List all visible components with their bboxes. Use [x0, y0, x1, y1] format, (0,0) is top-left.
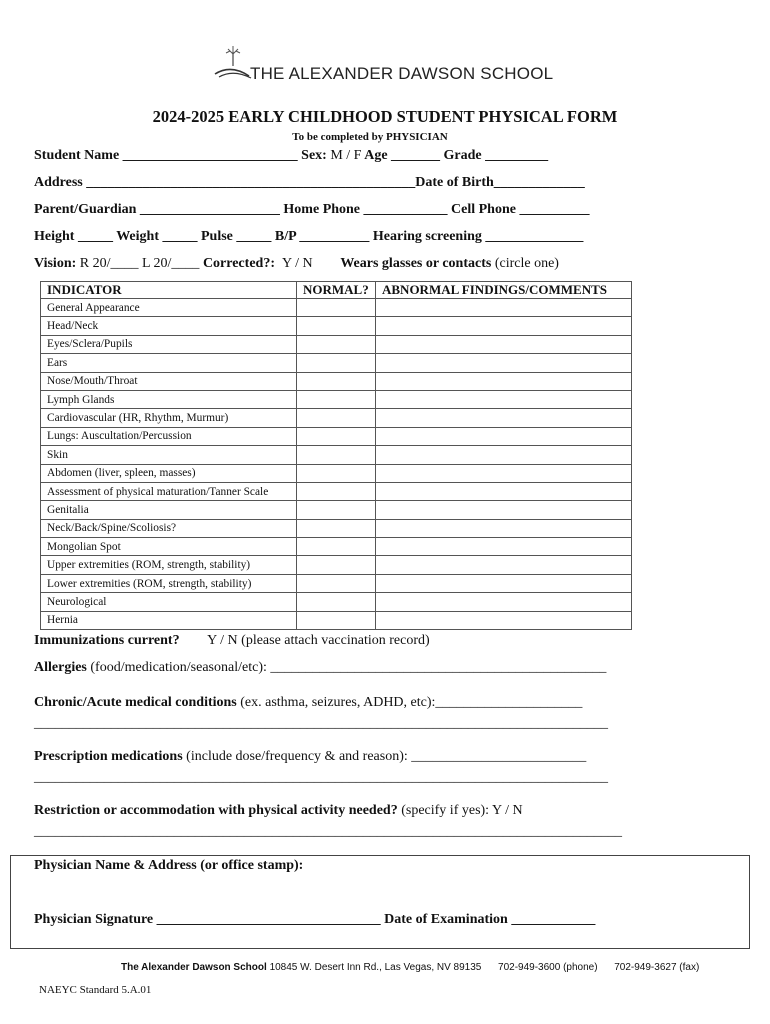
indicator-table [40, 281, 632, 630]
physician-name-address[interactable]: Physician Name & Address (or office stamp): [34, 858, 304, 873]
table-row [41, 409, 632, 427]
normal-cell[interactable] [297, 354, 376, 372]
table-row [41, 501, 632, 519]
normal-cell[interactable] [297, 335, 376, 353]
corrected-label: Corrected?: [202, 256, 275, 271]
restriction-label: Restriction or accommodation with physical activity needed? [34, 803, 398, 818]
table-row [41, 427, 632, 445]
restriction-blank-line[interactable]: ____________________________________________________________________________________ [34, 824, 622, 839]
table-row [41, 390, 632, 408]
normal-cell[interactable] [297, 390, 376, 408]
vitals-row [34, 229, 583, 245]
parent-field[interactable]: Parent/Guardian ____________________ [34, 202, 280, 217]
prescription-field[interactable]: (include dose/frequency & and reason): _________________________ [186, 749, 587, 764]
indicator-label: Skin [41, 446, 297, 464]
address-field[interactable]: Address _______________________________________________ [34, 175, 416, 190]
abnormal-findings-cell[interactable] [376, 538, 632, 556]
normal-cell[interactable] [297, 317, 376, 335]
table-row [41, 482, 632, 500]
abnormal-findings-cell[interactable] [376, 372, 632, 390]
indicator-label: Lymph Glands [41, 390, 297, 408]
table-row [41, 611, 632, 629]
header-indicator: INDICATOR [41, 282, 297, 299]
normal-cell[interactable] [297, 519, 376, 537]
address-row [34, 175, 585, 191]
sex-options[interactable]: M / F [330, 148, 362, 163]
chronic-blank-line[interactable]: __________________________________________________________________________________ [34, 716, 608, 731]
weight-field[interactable]: Weight _____ [116, 229, 198, 244]
header-normal: NORMAL? [297, 282, 376, 299]
age-field[interactable]: Age _______ [364, 148, 441, 163]
table-row [41, 446, 632, 464]
normal-cell[interactable] [297, 501, 376, 519]
normal-cell[interactable] [297, 538, 376, 556]
table-row [41, 354, 632, 372]
normal-cell[interactable] [297, 299, 376, 317]
physician-signature-field[interactable]: Physician Signature ________________________________ [34, 912, 381, 927]
height-field[interactable]: Height _____ [34, 229, 113, 244]
physician-signature-row [34, 912, 595, 928]
allergies-field[interactable]: (food/medication/seasonal/etc): ________________________________________________ [90, 660, 607, 675]
normal-cell[interactable] [297, 446, 376, 464]
normal-cell[interactable] [297, 611, 376, 629]
parent-row [34, 202, 589, 218]
normal-cell[interactable] [297, 593, 376, 611]
normal-cell[interactable] [297, 427, 376, 445]
grade-field[interactable]: Grade _________ [443, 148, 549, 163]
indicator-label: Mongolian Spot [41, 538, 297, 556]
abnormal-findings-cell[interactable] [376, 611, 632, 629]
immunizations-options[interactable]: Y / N (please attach vaccination record) [207, 633, 430, 648]
abnormal-findings-cell[interactable] [376, 299, 632, 317]
glasses-note: (circle one) [494, 256, 559, 271]
vision-values[interactable]: R 20/____ L 20/____ [79, 256, 200, 271]
header-abnormal: ABNORMAL FINDINGS/COMMENTS [376, 282, 632, 299]
indicator-label: Ears [41, 354, 297, 372]
chronic-label: Chronic/Acute medical conditions [34, 695, 237, 710]
prescription-label: Prescription medications [34, 749, 183, 764]
form-subtitle: To be completed by PHYSICIAN [292, 131, 448, 143]
table-header-row [41, 282, 632, 299]
abnormal-findings-cell[interactable] [376, 409, 632, 427]
school-logo [213, 44, 253, 80]
allergies-label: Allergies [34, 660, 87, 675]
bp-field[interactable]: B/P __________ [274, 229, 370, 244]
indicator-label: Assessment of physical maturation/Tanner Scale [41, 482, 297, 500]
table-row [41, 372, 632, 390]
abnormal-findings-cell[interactable] [376, 556, 632, 574]
prescription-blank-line[interactable]: __________________________________________________________________________________ [34, 770, 608, 785]
immunizations-row [34, 633, 430, 649]
indicator-label: Lungs: Auscultation/Percussion [41, 427, 297, 445]
indicator-label: Genitalia [41, 501, 297, 519]
normal-cell[interactable] [297, 409, 376, 427]
abnormal-findings-cell[interactable] [376, 574, 632, 592]
abnormal-findings-cell[interactable] [376, 593, 632, 611]
abnormal-findings-cell[interactable] [376, 519, 632, 537]
indicator-label: Neurological [41, 593, 297, 611]
abnormal-findings-cell[interactable] [376, 427, 632, 445]
immunizations-label: Immunizations current? [34, 633, 180, 648]
indicator-label: Eyes/Sclera/Pupils [41, 335, 297, 353]
normal-cell[interactable] [297, 372, 376, 390]
glasses-label: Wears glasses or contacts [340, 256, 492, 271]
abnormal-findings-cell[interactable] [376, 446, 632, 464]
hearing-field[interactable]: Hearing screening ______________ [372, 229, 584, 244]
abnormal-findings-cell[interactable] [376, 354, 632, 372]
form-title: 2024-2025 EARLY CHILDHOOD STUDENT PHYSICAL FORM [152, 107, 618, 126]
table-row [41, 464, 632, 482]
indicator-label: Upper extremities (ROM, strength, stability) [41, 556, 297, 574]
footer-phone: 702-949-3600 (phone) [498, 962, 598, 973]
indicator-label: Lower extremities (ROM, strength, stability) [41, 574, 297, 592]
abnormal-findings-cell[interactable] [376, 335, 632, 353]
indicator-label: Hernia [41, 611, 297, 629]
cell-phone-field[interactable]: Cell Phone __________ [451, 202, 590, 217]
normal-cell[interactable] [297, 574, 376, 592]
footer-address: 10845 W. Desert Inn Rd., Las Vegas, NV 89135 [269, 962, 482, 973]
table-row [41, 299, 632, 317]
table-row [41, 317, 632, 335]
student-info-row [34, 148, 548, 164]
table-row [41, 593, 632, 611]
table-row [41, 538, 632, 556]
indicator-label: Abdomen (liver, spleen, masses) [41, 464, 297, 482]
allergies-row [34, 660, 606, 676]
indicator-label: Nose/Mouth/Throat [41, 372, 297, 390]
abnormal-findings-cell[interactable] [376, 464, 632, 482]
table-row [41, 556, 632, 574]
table-row [41, 519, 632, 537]
exam-date-field[interactable]: Date of Examination ____________ [384, 912, 596, 927]
table-row [41, 574, 632, 592]
indicator-label: Cardiovascular (HR, Rhythm, Murmur) [41, 409, 297, 427]
normal-cell[interactable] [297, 464, 376, 482]
dob-field[interactable]: Date of Birth_____________ [415, 175, 585, 190]
abnormal-findings-cell[interactable] [376, 317, 632, 335]
footer-contact [121, 962, 699, 973]
naeyc-standard: NAEYC Standard 5.A.01 [39, 984, 152, 996]
footer-school: The Alexander Dawson School [121, 962, 267, 973]
indicator-label: General Appearance [41, 299, 297, 317]
chronic-row [34, 695, 582, 711]
restriction-field[interactable]: (specify if yes): Y / N [401, 803, 523, 818]
normal-cell[interactable] [297, 556, 376, 574]
home-phone-field[interactable]: Home Phone ____________ [283, 202, 448, 217]
abnormal-findings-cell[interactable] [376, 501, 632, 519]
abnormal-findings-cell[interactable] [376, 482, 632, 500]
vision-row [34, 256, 559, 272]
corrected-options[interactable]: Y / N [281, 256, 313, 271]
indicator-label: Neck/Back/Spine/Scoliosis? [41, 519, 297, 537]
chronic-field[interactable]: (ex. asthma, seizures, ADHD, etc):_____________________ [240, 695, 583, 710]
footer-fax: 702-949-3627 (fax) [614, 962, 700, 973]
table-row [41, 335, 632, 353]
normal-cell[interactable] [297, 482, 376, 500]
school-name: THE ALEXANDER DAWSON SCHOOL [250, 64, 554, 83]
indicator-label: Head/Neck [41, 317, 297, 335]
student-name-field[interactable]: Student Name _________________________ [34, 148, 298, 163]
pulse-field[interactable]: Pulse _____ [200, 229, 272, 244]
vision-label: Vision: [34, 256, 77, 271]
restriction-row [34, 803, 523, 819]
prescription-row [34, 749, 586, 765]
abnormal-findings-cell[interactable] [376, 390, 632, 408]
sex-label: Sex: [301, 148, 327, 163]
